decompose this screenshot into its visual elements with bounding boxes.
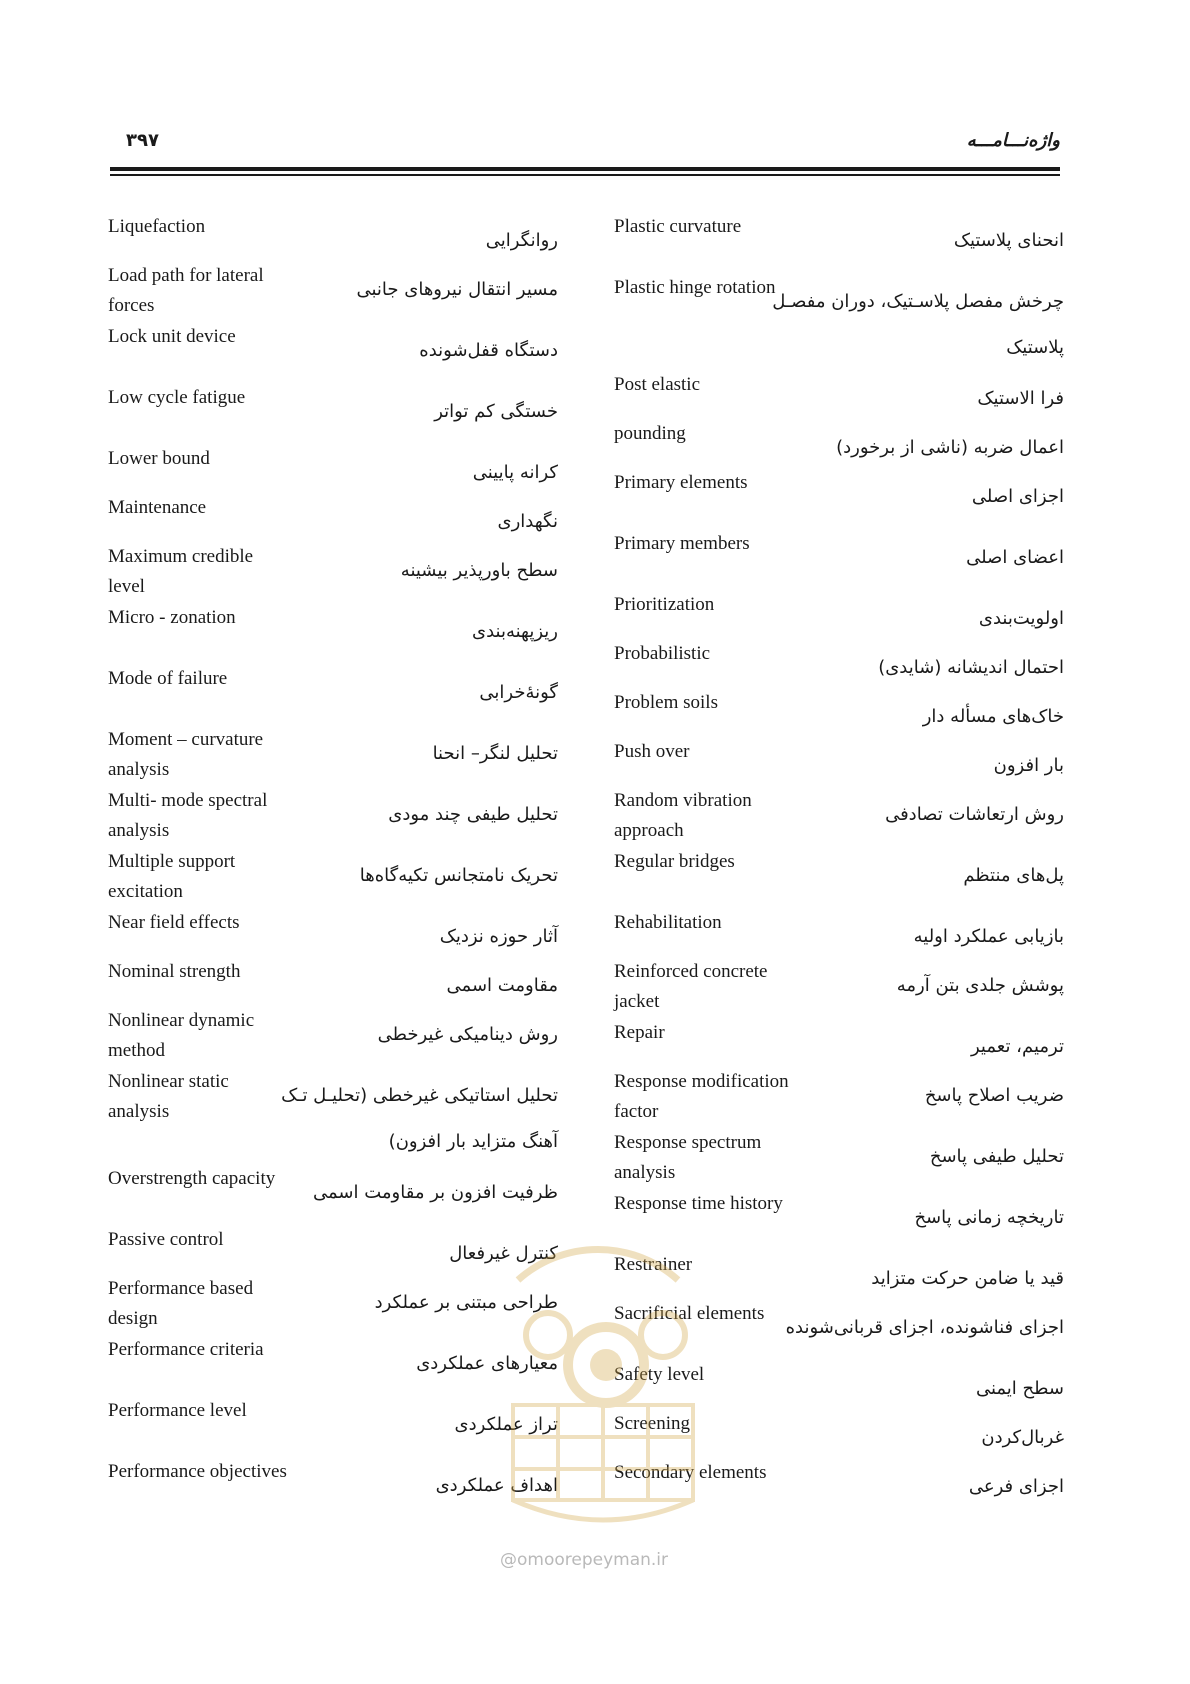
persian-term: اعضای اصلی — [966, 547, 1064, 568]
glossary-entry — [614, 529, 1064, 590]
persian-term: اجزای اصلی — [971, 486, 1064, 507]
persian-term: آثار حوزه نزدیک — [439, 926, 558, 947]
persian-term: اعمال ضربه (ناشی از برخورد) — [836, 437, 1064, 458]
glossary-entry — [108, 603, 558, 664]
glossary-entry — [108, 957, 558, 1006]
glossary-entry — [614, 468, 1064, 529]
english-term: Plastic curvature — [614, 216, 742, 237]
english-term: Nonlinear static analysis — [108, 1071, 229, 1122]
glossary-entry — [614, 590, 1064, 639]
persian-term: دستگاه قفل‌شونده — [419, 340, 558, 361]
glossary-entry — [108, 212, 558, 261]
english-term: Maximum credible level — [108, 546, 254, 597]
english-term: Secondary elements — [614, 1462, 767, 1483]
english-term: Overstrength capacity — [108, 1168, 276, 1189]
persian-term: اولویت‌بندی — [978, 608, 1064, 629]
english-term: Post elastic — [614, 374, 701, 395]
english-term: Response spectrum analysis — [614, 1132, 762, 1183]
persian-term: روش ارتعاشات تصادفی — [885, 804, 1064, 825]
persian-term: احتمال اندیشانه (شایدی) — [878, 657, 1064, 678]
glossary-entry — [614, 370, 1064, 419]
glossary-entry — [614, 212, 1064, 273]
persian-term: تحلیل طیفی چند مودی — [388, 804, 558, 825]
persian-term: ضریب اصلاح پاسخ — [924, 1085, 1064, 1106]
english-term: Nonlinear dynamic method — [108, 1010, 255, 1061]
glossary-entry — [614, 908, 1064, 957]
english-term: Reinforced concrete jacket — [614, 961, 768, 1012]
header-rule-thick — [110, 167, 1060, 171]
glossary-entry — [614, 639, 1064, 688]
persian-term: انحنای پلاستیک — [953, 230, 1064, 251]
english-term: Mode of failure — [108, 668, 228, 689]
persian-term: کنترل غیرفعال — [449, 1243, 558, 1264]
english-term: Random vibration approach — [614, 790, 752, 841]
glossary-entry — [108, 1164, 558, 1225]
page-number: ۳۹۷ — [126, 130, 159, 151]
publisher-logo-watermark — [488, 1240, 708, 1540]
persian-term: غربال‌کردن — [981, 1427, 1064, 1448]
glossary-entry — [108, 261, 558, 322]
persian-term: مسیر انتقال نیروهای جانبی — [356, 279, 558, 300]
persian-term: اجزای فناشونده، اجزای قربانی‌شونده — [785, 1317, 1064, 1338]
persian-term: کرانه پایینی — [472, 462, 558, 483]
glossary-entry — [614, 1128, 1064, 1189]
persian-term: بار افزون — [993, 755, 1064, 776]
english-term: Regular bridges — [614, 851, 735, 872]
glossary-entry — [614, 957, 1064, 1018]
persian-term: تحلیل طیفی پاسخ — [929, 1146, 1064, 1167]
english-term: Multi- mode spectral analysis — [108, 790, 268, 841]
persian-term: ظرفیت افزون بر مقاومت اسمی — [313, 1182, 558, 1203]
glossary-entry — [614, 688, 1064, 737]
glossary-entry — [614, 273, 1064, 370]
persian-term: سطح ایمنی — [975, 1378, 1064, 1399]
glossary-entry — [108, 664, 558, 725]
english-term: Primary members — [614, 533, 750, 554]
english-term: Response time history — [614, 1193, 783, 1214]
english-term: Sacrificial elements — [614, 1303, 765, 1324]
glossary-entry — [614, 786, 1064, 847]
persian-term: خستگی کم تواتر — [434, 401, 558, 422]
persian-term: پل‌های منتظم — [963, 865, 1064, 886]
glossary-entry — [108, 542, 558, 603]
english-term: Liquefaction — [108, 216, 206, 237]
glossary-entry — [108, 383, 558, 444]
persian-term: فرا الاستیک — [977, 388, 1064, 409]
persian-term: ترمیم، تعمیر — [971, 1036, 1064, 1057]
header-rule-thin — [110, 174, 1060, 176]
glossary-entry — [614, 1067, 1064, 1128]
persian-term: سطح باورپذیر بیشینه — [400, 560, 558, 581]
persian-term: تراز عملکردی — [454, 1414, 558, 1435]
english-term: Prioritization — [614, 594, 715, 615]
persian-term: چرخش مفصل پلاسـتیک، دوران مفصـل پلاستیک — [772, 291, 1064, 358]
persian-term: تاریخچه زمانی پاسخ — [914, 1207, 1064, 1228]
english-term: Rehabilitation — [614, 912, 722, 933]
glossary-entry — [108, 444, 558, 493]
persian-term: مقاومت اسمی — [446, 975, 558, 996]
english-term: Performance criteria — [108, 1339, 264, 1360]
persian-term: خاک‌های مسأله دار — [922, 706, 1064, 727]
english-term: Passive control — [108, 1229, 224, 1250]
glossary-entry — [108, 847, 558, 908]
running-title: واژه‌نـــامـــه — [966, 130, 1060, 151]
glossary-entry — [614, 847, 1064, 908]
english-term: Performance level — [108, 1400, 247, 1421]
english-term: Response modification factor — [614, 1071, 789, 1122]
persian-term: پوشش جلدی بتن آرمه — [896, 975, 1064, 996]
persian-term: ریزپهنه‌بندی — [471, 621, 558, 642]
persian-term: نگهداری — [497, 511, 558, 532]
persian-term: روش دینامیکی غیرخطی — [377, 1024, 558, 1045]
page-header — [110, 126, 1060, 156]
glossary-entry — [108, 1006, 558, 1067]
english-term: Micro - zonation — [108, 607, 236, 628]
english-term: Repair — [614, 1022, 665, 1043]
english-term: Near field effects — [108, 912, 240, 933]
persian-term: گونهٔ‌خرابی — [479, 682, 558, 703]
english-term: Primary elements — [614, 472, 748, 493]
english-term: Plastic hinge rotation — [614, 277, 776, 298]
persian-term: طراحی مبتنی بر عملکرد — [374, 1292, 558, 1313]
persian-term: بازیابی عملکرد اولیه — [913, 926, 1064, 947]
english-term: Low cycle fatigue — [108, 387, 246, 408]
persian-term: معیارهای عملکردی — [416, 1353, 558, 1374]
glossary-entry — [614, 1018, 1064, 1067]
english-term: Screening — [614, 1413, 690, 1434]
english-term: Push over — [614, 741, 690, 762]
english-term: Lower bound — [108, 448, 210, 469]
glossary-entry — [108, 908, 558, 957]
english-term: Performance objectives — [108, 1461, 287, 1482]
english-term: Moment – curvature analysis — [108, 729, 264, 780]
english-term: pounding — [614, 423, 686, 444]
english-term: Multiple support excitation — [108, 851, 236, 902]
watermark-url: @omoorepeyman.ir — [500, 1550, 669, 1570]
persian-term: تحلیل استاتیکی غیرخطی (تحلیـل تـک آهنگ متزاید بار افزون) — [281, 1085, 558, 1152]
persian-term: روانگرایی — [485, 230, 558, 251]
english-term: Restrainer — [614, 1254, 693, 1275]
persian-term: تحریک نامتجانس تکیه‌گاه‌ها — [359, 865, 558, 886]
english-term: Safety level — [614, 1364, 705, 1385]
persian-term: قید یا ضامن حرکت متزاید — [871, 1268, 1064, 1289]
english-term: Lock unit device — [108, 326, 236, 347]
english-term: Problem soils — [614, 692, 718, 713]
persian-term: تحلیل لنگر– انحنا — [432, 743, 558, 764]
english-term: Performance based design — [108, 1278, 254, 1329]
english-term: Load path for lateral forces — [108, 265, 264, 316]
english-term: Nominal strength — [108, 961, 241, 982]
persian-term: اهداف عملکردی — [435, 1475, 558, 1496]
english-term: Probabilistic — [614, 643, 711, 664]
glossary-entry — [108, 1067, 558, 1164]
persian-term: اجزای فرعی — [968, 1476, 1064, 1497]
glossary-entry — [108, 725, 558, 786]
english-term: Maintenance — [108, 497, 207, 518]
glossary-entry — [614, 419, 1064, 468]
glossary-entry — [614, 737, 1064, 786]
glossary-entry — [108, 786, 558, 847]
glossary-entry — [108, 493, 558, 542]
glossary-entry — [108, 322, 558, 383]
